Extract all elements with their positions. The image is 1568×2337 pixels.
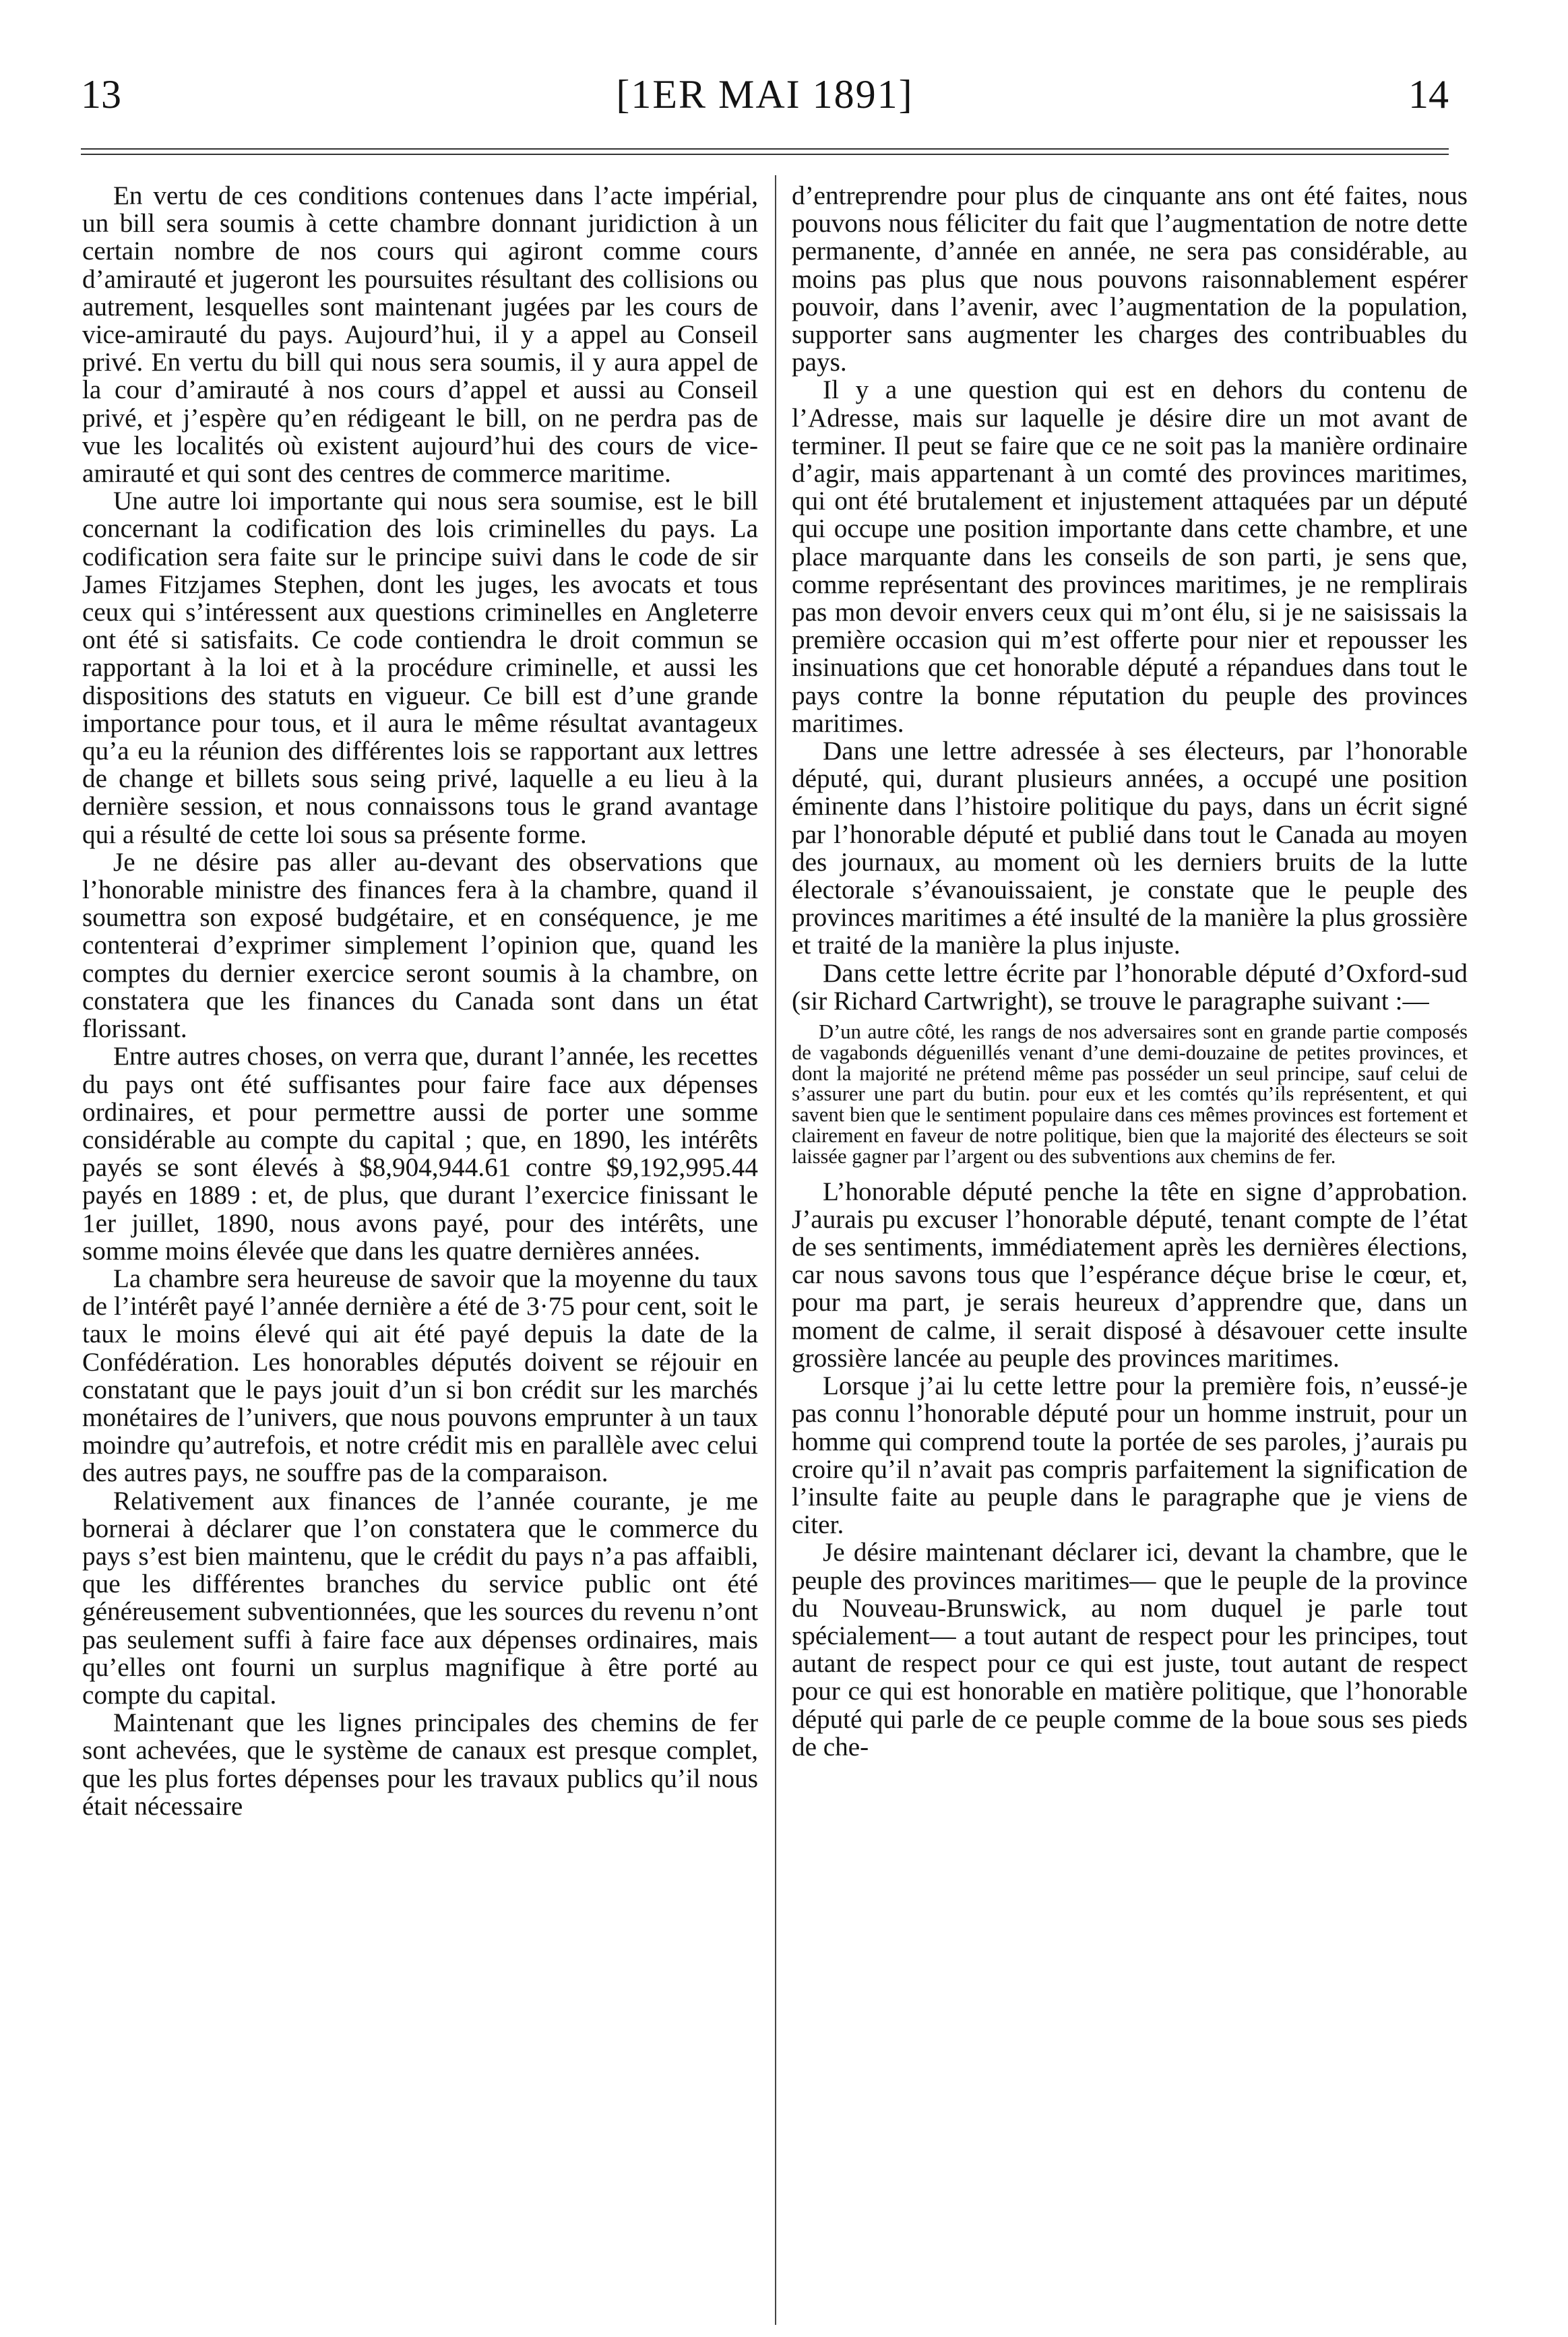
column-divider [775, 175, 776, 2325]
paragraph: Entre autres choses, on verra que, durant l’année, les recettes du pays ont été suffisantes pour faire face aux dépenses ordinaires, et pour permettre aussi de porter une somme considérable au compte du capital ; que, en 1890, les intérêts payés se sont élevés à $8,904,944.61 contre $9,192,995.44 payés en 1889 : et, de plus, que durant l’exercice finissant le 1er juillet, 1890, nous avons payé, pour des intérêts, une somme moins élevée que dans les quatre dernières années. [82, 1042, 758, 1266]
paragraph: Une autre loi importante qui nous sera soumise, est le bill concernant la codification des lois criminelles du pays. La codification sera faite sur le principe suivi dans le code de sir James Fitzjames Stephen, dont les juges, les avocats et tous ceux qui s’intéressent aux questions criminelles en Angleterre ont été si satisfaits. Ce code contiendra le droit commun se rapportant à la loi et à la procédure criminelle, et aussi les dispositions des statuts en vigueur. Ce bill est d’une grande importance pour tous, et il aura le même résultat avantageux qu’a eu la réunion des différentes lois se rapportant aux lettres de change et billets sous seing privé, laquelle a eu lieu à la dernière session, et nous connaissons tous le grand avantage qui a résulté de cette loi sous sa présente forme. [82, 487, 758, 849]
paragraph: L’honorable député penche la tête en signe d’approbation. J’aurais pu excuser l’honorable député, tenant compte de l’état de ses sentiments, immédiatement après les dernières élections, car nous savons tous que l’espérance déçue brise le cœur, et, pour ma part, je serais heureux d’apprendre que, dans un moment de calme, il serait disposé à désavouer cette insulte grossière lancée au peuple des provinces maritimes. [792, 1177, 1468, 1373]
page-number-left: 13 [81, 71, 121, 117]
paragraph: Dans cette lettre écrite par l’honorable député d’Oxford-sud (sir Richard Cartwright), se trouve le paragraphe suivant :— [792, 958, 1468, 1016]
right-column [792, 182, 1468, 2324]
paragraph: En vertu de ces conditions contenues dans l’acte impérial, un bill sera soumis à cette chambre donnant juridiction à un certain nombre de nos cours qui agiront comme cours d’amirauté et jugeront les poursuites résultant des collisions ou autrement, lesquelles sont maintenant jugées par les cours de vice-amirauté du pays. Aujourd’hui, il y a appel au Conseil privé. En vertu du bill qui nous sera soumis, il y aura appel de la cour d’amirauté à nos cours d’appel et aussi au Conseil privé, et j’espère qu’en rédigeant le bill, on ne perdra pas de vue les localités où existent aujourd’hui des cours de vice-amirauté et qui sont des centres de commerce maritime. [82, 182, 758, 489]
left-column [82, 182, 758, 2324]
quoted-passage [792, 1022, 1468, 1167]
paragraph: Il y a une question qui est en dehors du contenu de l’Adresse, mais sur laquelle je désire dire un mot avant de terminer. Il peut se faire que ce ne soit pas la manière ordinaire d’agir, mais appartenant à un comté des provinces maritimes, qui ont été brutalement et injustement attaquées par un député qui occupe une position importante dans cette chambre, et une place marquante dans les conseils de son parti, je sens que, comme représentant des provinces maritimes, je ne remplirais pas mon devoir envers ceux qui m’ont élu, si je ne saisissais la première occasion qui m’est offerte pour nier et repousser les insinuations que cet honorable député a répandues dans tout le pays contre la bonne réputation du peuple des provinces maritimes. [792, 375, 1468, 738]
paragraph-continued: d’entreprendre pour plus de cinquante ans ont été faites, nous pouvons nous féliciter du fait que l’augmentation de notre dette permanente, d’année en année, ne sera pas considérable, au moins pas plus que nous pouvons raisonnablement espérer pouvoir, dans l’avenir, avec l’augmentation de la population, supporter sans augmenter les charges des contribuables du pays. [792, 182, 1468, 377]
paragraph: Relativement aux finances de l’année courante, je me bornerai à déclarer que l’on constatera que le commerce du pays s’est bien maintenu, que le crédit du pays n’a pas affaibli, que les différentes branches du service public ont été généreusement subventionnées, que les sources du revenu n’ont pas seulement suffi à faire face aux dépenses ordinaires, mais qu’elles ont fourni un surplus magnifique à être porté au compte du capital. [82, 1486, 758, 1710]
quote-text: D’un autre côté, les rangs de nos adversaires sont en grande partie composés de vagabonds déguenillés venant d’une demi-douzaine de petites provinces, et dont la majorité ne prétend même pas posséder un seul principe, sauf celui de s’assurer une part du butin. pour eux et les comtés qu’ils représentent, et qui savent bien que le sentiment populaire dans ces mêmes provinces est fortement et clairement en faveur de notre politique, bien que la majorité des électeurs se soit laissée gagner par l’argent ou des subventions aux chemins de fer. [792, 1020, 1468, 1168]
header-rule-second [81, 154, 1449, 155]
paragraph: Je désire maintenant déclarer ici, devant la chambre, que le peuple des provinces maritimes— que le peuple de la province du Nouveau-Brunswick, au nom duquel je parle tout spécialement— a tout autant de respect pour les principes, tout autant de respect pour ce qui est juste, tout autant de respect pour ce qui est honorable en matière politique, que l’honorable député qui parle de ce peuple comme de la boue sous ses pieds de che- [792, 1538, 1468, 1762]
header-rule [81, 148, 1449, 150]
page-number-right: 14 [1408, 71, 1449, 117]
paragraph: Maintenant que les lignes principales des chemins de fer sont achevées, que le système de canaux est presque complet, que les plus fortes dépenses pour les travaux publics qu’il nous était nécessaire [82, 1708, 758, 1821]
paragraph: Je ne désire pas aller au-devant des observations que l’honorable ministre des finances fera à la chambre, quand il soumettra son exposé budgétaire, et en conséquence, je me contenterai d’exprimer simplement l’opinion que, quand les comptes du dernier exercice seront soumis à la chambre, on constatera que les finances du Canada sont dans un état florissant. [82, 847, 758, 1044]
paragraph: La chambre sera heureuse de savoir que la moyenne du taux de l’intérêt payé l’année dernière a été de 3·75 pour cent, soit le taux le moins élevé qui ait été payé depuis la date de la Confédération. Les honorables députés doivent se réjouir en constatant que le pays jouit d’un si bon crédit sur les marchés monétaires de l’univers, que nous pouvons emprunter à un taux moindre qu’autrefois, et notre crédit mis en parallèle avec celui des autres pays, ne souffre pas de la comparaison. [82, 1264, 758, 1488]
paragraph: Dans une lettre adressée à ses électeurs, par l’honorable député, qui, durant plusieurs années, a occupé une position éminente dans l’histoire politique du pays, dans un écrit signé par l’honorable député et publié dans tout le Canada au moyen des journaux, au moment où les derniers bruits de la lutte électorale s’évanouissaient, je constate que le peuple des provinces maritimes a été insulté de la manière la plus grossière et traité de la manière la plus injuste. [792, 737, 1468, 960]
paragraph: Lorsque j’ai lu cette lettre pour la première fois, n’eussé-je pas connu l’honorable député pour un homme instruit, pour un homme qui comprend toute la portée de ses paroles, j’aurais pu croire qu’il n’avait pas compris parfaitement la signification de l’insulte faite au peuple dans le paragraphe que je viens de citer. [792, 1371, 1468, 1540]
date-heading: [1ER MAI 1891] [616, 71, 914, 117]
page-header [81, 61, 1449, 128]
